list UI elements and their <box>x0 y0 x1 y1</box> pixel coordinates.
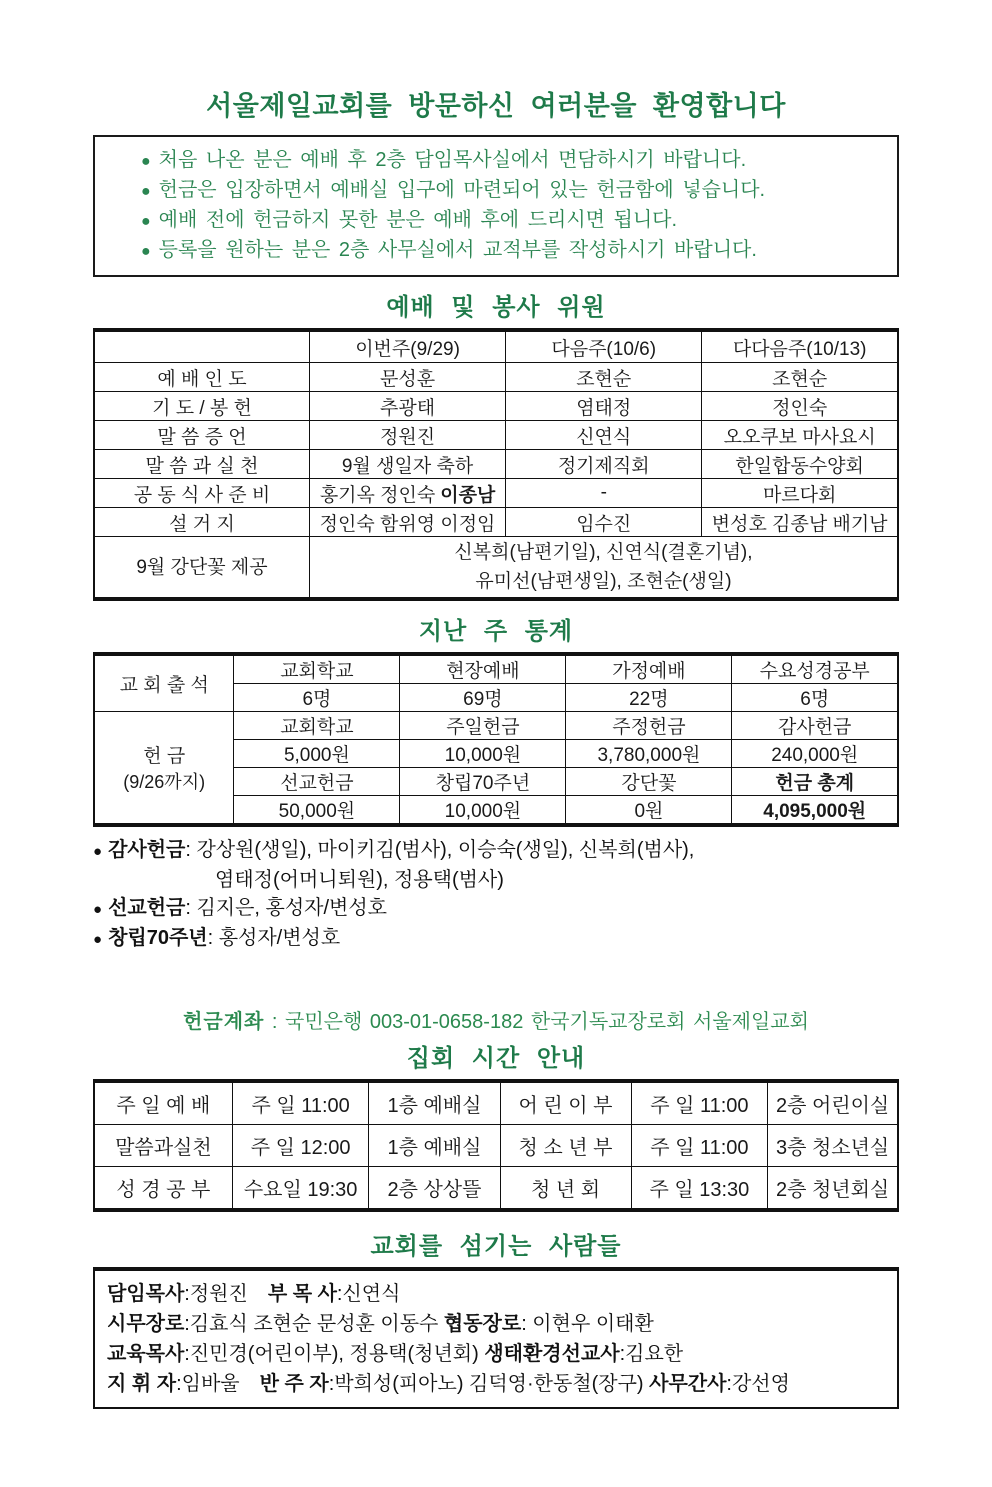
cell: 추광태 <box>309 392 505 421</box>
notice-item <box>103 236 891 266</box>
bullet-icon: ● <box>141 153 151 170</box>
worship-committee-table <box>93 328 899 601</box>
cell: 정기제직회 <box>506 450 702 479</box>
row-label: 설 거 지 <box>94 508 309 537</box>
table-row <box>94 450 898 479</box>
header-cell-week-after: 다다음주(10/13) <box>702 330 898 363</box>
cell: 교회학교 <box>234 654 400 684</box>
cell: 선교헌금 <box>234 768 400 796</box>
flower-line1: 신복희(남편기일), 신연식(결혼기념), <box>454 542 753 563</box>
cell: 마르다회 <box>702 479 898 508</box>
cell: 50,000원 <box>234 796 400 826</box>
section-title-stats: 지난 주 통계 <box>418 618 574 645</box>
bullet-icon: ● <box>141 243 151 260</box>
cell: 정인숙 <box>702 392 898 421</box>
bullet-icon: ● <box>141 183 151 200</box>
section-title-schedule: 집회 시간 안내 <box>406 1045 586 1072</box>
note-label: 창립70주년 <box>108 927 208 949</box>
table-row <box>94 392 898 421</box>
row-label-offering <box>94 712 234 826</box>
note-text <box>108 894 387 922</box>
bulletin-page <box>0 84 992 1409</box>
cell: 성 경 공 부 <box>94 1167 232 1211</box>
cell: 주 일 12:00 <box>232 1125 369 1167</box>
welcome-notice-box <box>93 135 899 277</box>
cell-text: 홍기옥 정인숙 <box>319 484 436 506</box>
note-body: : 강상원(생일), 마이키김(범사), 이승숙(생일), 신복희(범사), <box>185 839 695 861</box>
note-text <box>108 924 340 952</box>
notice-item <box>103 206 891 236</box>
cell: 어 린 이 부 <box>500 1081 631 1125</box>
cell: 10,000원 <box>400 796 566 826</box>
cell: 신연식 <box>506 421 702 450</box>
note-item <box>93 836 899 866</box>
cell: 수요성경공부 <box>732 654 898 684</box>
cell: 주 일 13:30 <box>631 1167 768 1211</box>
cell: 240,000원 <box>732 740 898 768</box>
flower-line2: 유미선(남편생일), 조현순(생일) <box>475 571 732 592</box>
note-label: 선교헌금 <box>108 897 186 919</box>
cell-flower-donors <box>309 537 898 600</box>
cell: 주 일 11:00 <box>631 1081 768 1125</box>
table-row <box>94 1167 898 1211</box>
table-row <box>94 363 898 392</box>
header-cell-empty <box>94 330 309 363</box>
note-text <box>108 836 694 864</box>
row-label: 9월 강단꽃 제공 <box>94 537 309 600</box>
table-row <box>94 421 898 450</box>
note-body: : 홍성자/변성호 <box>207 927 341 949</box>
cell: 염태정 <box>506 392 702 421</box>
note-item <box>93 924 899 954</box>
bullet-icon: ● <box>93 843 103 860</box>
note-body: : 김지은, 홍성자/변성호 <box>185 897 388 919</box>
account-detail: : 국민은행 003-01-0658-182 한국기독교장로회 서울제일교회 <box>264 1011 809 1033</box>
notice-text: 처음 나온 분은 예배 후 2층 담임목사실에서 면담하시기 바랍니다. <box>158 149 747 171</box>
weekly-stats-table <box>93 652 899 827</box>
cell: 22명 <box>566 684 732 712</box>
page-title: 서울제일교회를 방문하신 여러분을 환영합니다 <box>206 91 786 121</box>
cell: 주 일 예 배 <box>94 1081 232 1125</box>
cell: 6명 <box>732 684 898 712</box>
cell: 9월 생일자 축하 <box>309 450 505 479</box>
notice-item <box>103 146 891 176</box>
row-label: 말 씀 과 실 천 <box>94 450 309 479</box>
cell: 오오쿠보 마사요시 <box>702 421 898 450</box>
cell: 0원 <box>566 796 732 826</box>
cell: 10,000원 <box>400 740 566 768</box>
cell: 청 년 회 <box>500 1167 631 1211</box>
staff-line: 교육목사:진민경(어린이부), 정용택(청년회) 생태환경선교사:김요한 <box>107 1343 684 1365</box>
offering-label: 헌 금 <box>143 746 186 767</box>
table-row <box>94 654 898 684</box>
notice-text: 헌금은 입장하면서 예배실 입구에 마련되어 있는 헌금함에 넣습니다. <box>158 179 766 201</box>
cell: 청 소 년 부 <box>500 1125 631 1167</box>
notice-item <box>103 176 891 206</box>
table-header-row <box>94 330 898 363</box>
note-label: 감사헌금 <box>108 839 186 861</box>
cell: 6명 <box>234 684 400 712</box>
header-cell-this-week: 이번주(9/29) <box>309 330 505 363</box>
cell: 1층 예배실 <box>369 1081 500 1125</box>
cell: 2층 상상뜰 <box>369 1167 500 1211</box>
bullet-icon: ● <box>141 213 151 230</box>
cell-text-bold: 이종남 <box>440 484 496 506</box>
table-row <box>94 1081 898 1125</box>
cell: 주일헌금 <box>400 712 566 740</box>
section-title-people: 교회를 섬기는 사람들 <box>370 1233 622 1260</box>
row-label: 기 도 / 봉 헌 <box>94 392 309 421</box>
cell <box>309 479 505 508</box>
bullet-icon: ● <box>93 901 103 918</box>
blank-space <box>93 954 899 1008</box>
cell: 창립70주년 <box>400 768 566 796</box>
row-label-attendance: 교 회 출 석 <box>94 654 234 712</box>
cell: 3층 청소년실 <box>768 1125 898 1167</box>
cell: 문성훈 <box>309 363 505 392</box>
cell: 5,000원 <box>234 740 400 768</box>
cell: 조현순 <box>702 363 898 392</box>
offering-sublabel: (9/26까지) <box>123 772 206 792</box>
note-continuation: 염태정(어머니퇴원), 정용택(범사) <box>215 869 504 891</box>
cell: 임수진 <box>506 508 702 537</box>
cell: 1층 예배실 <box>369 1125 500 1167</box>
staff-line: 담임목사:정원진 부 목 사:신연식 <box>107 1283 401 1305</box>
cell: 주정헌금 <box>566 712 732 740</box>
church-staff-box <box>93 1267 899 1409</box>
notice-text: 예배 전에 헌금하지 못한 분은 예배 후에 드리시면 됩니다. <box>158 209 678 231</box>
cell: 정인숙 함위영 이정임 <box>309 508 505 537</box>
table-row <box>94 1125 898 1167</box>
cell: 주 일 11:00 <box>232 1081 369 1125</box>
cell: 수요일 19:30 <box>232 1167 369 1211</box>
section-title-worship: 예배 및 봉사 위원 <box>386 294 606 321</box>
bullet-icon: ● <box>93 931 103 948</box>
cell: 말씀과실천 <box>94 1125 232 1167</box>
cell: 주 일 11:00 <box>631 1125 768 1167</box>
cell: 가정예배 <box>566 654 732 684</box>
table-row <box>94 712 898 740</box>
cell: 2층 어린이실 <box>768 1081 898 1125</box>
cell: 강단꽃 <box>566 768 732 796</box>
table-row <box>94 508 898 537</box>
row-label: 말 씀 증 언 <box>94 421 309 450</box>
account-label: 헌금계좌 <box>183 1011 265 1033</box>
staff-line: 시무장로:김효식 조현순 문성훈 이동수 협동장로: 이현우 이태환 <box>107 1313 654 1335</box>
cell: 변성호 김종남 배기남 <box>702 508 898 537</box>
cell: 69명 <box>400 684 566 712</box>
cell: 2층 청년회실 <box>768 1167 898 1211</box>
cell: 교회학교 <box>234 712 400 740</box>
cell-total-label: 헌금 총계 <box>732 768 898 796</box>
row-label: 공 동 식 사 준 비 <box>94 479 309 508</box>
cell: 감사헌금 <box>732 712 898 740</box>
cell: - <box>506 479 702 508</box>
table-row <box>94 479 898 508</box>
cell: 정원진 <box>309 421 505 450</box>
table-row-flowers <box>94 537 898 600</box>
cell: 현장예배 <box>400 654 566 684</box>
cell: 3,780,000원 <box>566 740 732 768</box>
row-label: 예 배 인 도 <box>94 363 309 392</box>
header-cell-next-week: 다음주(10/6) <box>506 330 702 363</box>
cell: 한일합동수양회 <box>702 450 898 479</box>
staff-line: 지 휘 자:임바울 반 주 자:박희성(피아노) 김덕영·한동철(장구) 사무간사:강선영 <box>107 1373 790 1395</box>
note-item <box>93 894 899 924</box>
cell: 조현순 <box>506 363 702 392</box>
offering-account-line <box>93 1008 899 1036</box>
meeting-schedule-table <box>93 1079 899 1212</box>
cell-total-value: 4,095,000원 <box>732 796 898 826</box>
offering-notes <box>93 836 899 954</box>
notice-text: 등록을 원하는 분은 2층 사무실에서 교적부를 작성하시기 바랍니다. <box>158 239 757 261</box>
